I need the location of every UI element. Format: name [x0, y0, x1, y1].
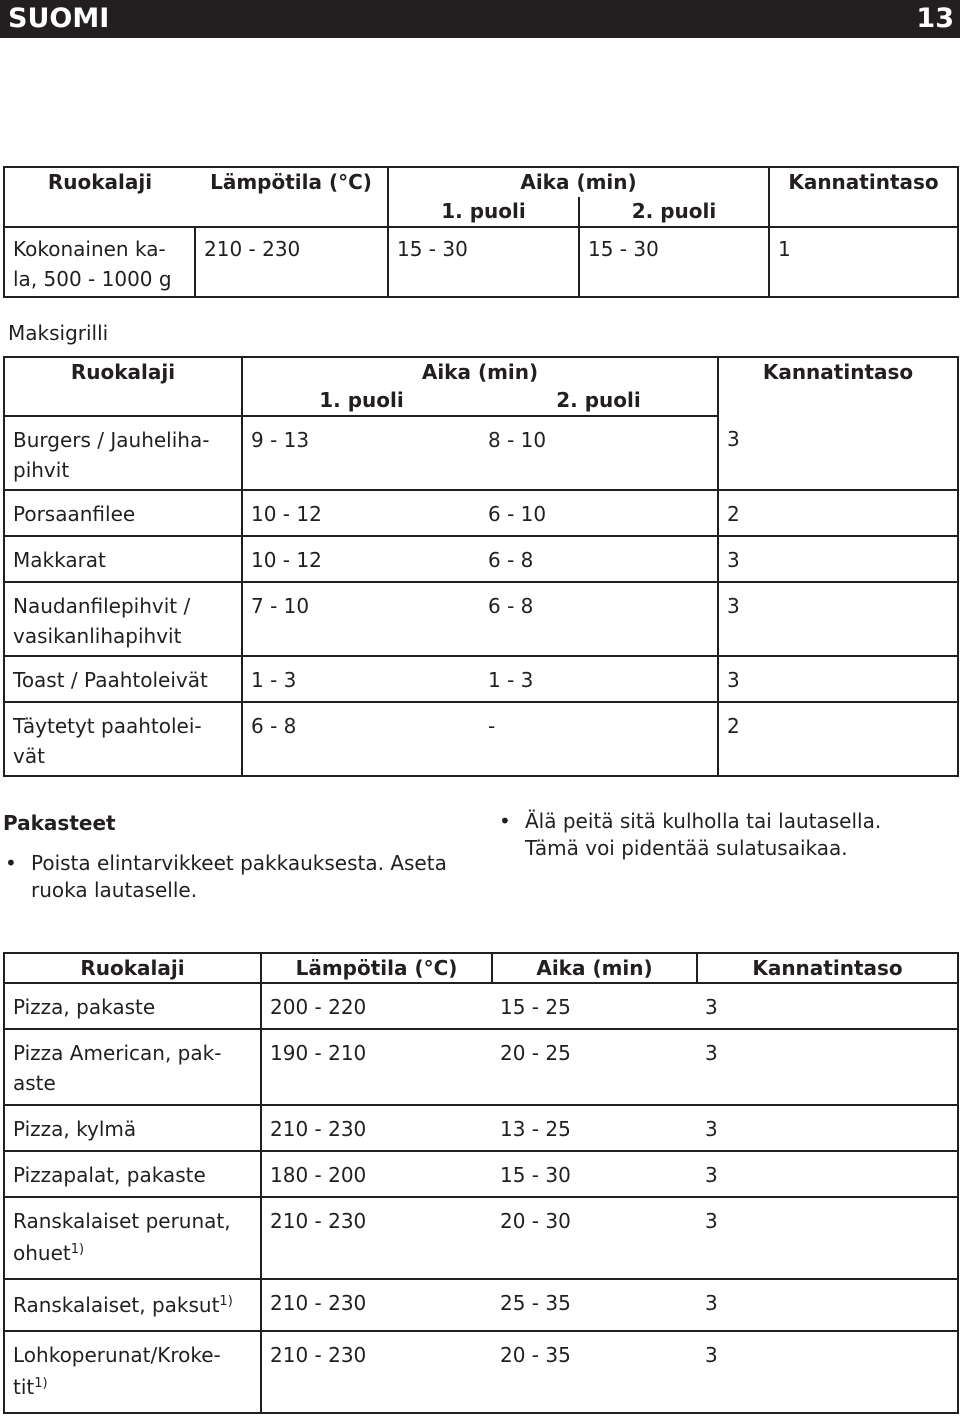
col-header-aika: Aika (min) — [492, 953, 697, 983]
food-name-line: Pizza American, pak- — [13, 1041, 222, 1065]
time-side1: 9 - 13 — [242, 416, 480, 490]
time: 20 - 30 — [492, 1197, 697, 1279]
col-header-puoli2: 2. puoli — [579, 197, 769, 227]
time-side1: 15 - 30 — [388, 227, 579, 297]
food-name — [4, 983, 261, 1029]
food-name — [4, 1197, 261, 1279]
footnote-marker: 1) — [70, 1242, 85, 1257]
table-row — [4, 1331, 958, 1413]
footnote-marker: 1) — [219, 1294, 233, 1309]
food-name — [4, 656, 242, 702]
col-header-puoli1: 1. puoli — [388, 197, 579, 227]
food-name-line: Täytetyt paahtolei- — [13, 714, 202, 738]
time: 15 - 30 — [492, 1151, 697, 1197]
food-name-line: Makkarat — [13, 548, 106, 572]
page-language-title: SUOMI — [8, 3, 110, 34]
table-row — [4, 1151, 958, 1197]
food-name-line: pihvit — [13, 458, 70, 482]
col-header-kannatintaso: Kannatintaso — [697, 953, 958, 983]
rack-level: 3 — [697, 1331, 958, 1413]
rack-level: 2 — [718, 702, 958, 776]
food-name: Kokonainen ka- — [13, 237, 166, 261]
rack-level: 3 — [697, 1029, 958, 1105]
food-name-line: Pizzapalat, pakaste — [13, 1163, 206, 1187]
time-side2: 6 - 10 — [480, 490, 718, 536]
time-side2: 6 - 8 — [480, 582, 718, 656]
list-item: • Poista elintarvikkeet pakkauksesta. Aseta ruoka lautaselle. — [3, 850, 473, 904]
page-number: 13 — [916, 3, 954, 34]
table-row — [4, 702, 958, 776]
food-name-line: Naudanfilepihvit / — [13, 594, 191, 618]
table-row — [4, 656, 958, 702]
col-header-aika: Aika (min) — [388, 167, 769, 197]
food-name-line: tit — [13, 1375, 35, 1399]
time-side1: 1 - 3 — [242, 656, 480, 702]
list-item: • Älä peitä sitä kulholla tai lautasella. Tämä voi pidentää sulatusaikaa. — [497, 808, 947, 862]
col-header-lampotila: Lämpötila (°C) — [195, 167, 388, 197]
col-header-ruokalaji: Ruokalaji — [4, 953, 261, 983]
col-header-ruokalaji: Ruokalaji — [4, 357, 242, 386]
food-name — [4, 490, 242, 536]
time: 25 - 35 — [492, 1279, 697, 1331]
rack-level: 3 — [718, 656, 958, 702]
time-side1: 6 - 8 — [242, 702, 480, 776]
food-name-line: Pizza, kylmä — [13, 1117, 137, 1141]
rack-level: 2 — [718, 490, 958, 536]
col-header-lampotila: Lämpötila (°C) — [261, 953, 492, 983]
time-side2: - — [480, 702, 718, 776]
table-row — [4, 983, 958, 1029]
temperature: 210 - 230 — [261, 1197, 492, 1279]
table-maksigrilli — [3, 356, 959, 777]
table-pakasteet — [3, 952, 959, 1414]
rack-level: 3 — [718, 416, 958, 490]
food-name-line: Pizza, pakaste — [13, 995, 156, 1019]
food-name-line: vasikanlihapihvit — [13, 624, 182, 648]
table-row — [4, 227, 958, 297]
col-header-puoli2: 2. puoli — [480, 386, 718, 416]
col-header-kannatintaso: Kannatintaso — [769, 167, 958, 197]
table-whole-chicken — [3, 166, 959, 298]
food-name — [4, 582, 242, 656]
temperature: 210 - 230 — [261, 1331, 492, 1413]
food-name-line: Lohkoperunat/Kroke- — [13, 1343, 221, 1367]
section-pakasteet: Pakasteet — [3, 811, 116, 835]
table-row — [4, 536, 958, 582]
time-side2: 6 - 8 — [480, 536, 718, 582]
food-name — [4, 1331, 261, 1413]
col-header-aika: Aika (min) — [242, 357, 718, 386]
table-row — [4, 1105, 958, 1151]
food-name-line: Burgers / Jauheliha- — [13, 428, 210, 452]
food-name-line: Ranskalaiset, paksut — [13, 1293, 220, 1317]
time-side2: 1 - 3 — [480, 656, 718, 702]
temperature: 180 - 200 — [261, 1151, 492, 1197]
page-header — [0, 0, 960, 38]
rack-level: 3 — [718, 582, 958, 656]
food-name — [4, 1029, 261, 1105]
rack-level: 3 — [697, 1105, 958, 1151]
food-name — [4, 1105, 261, 1151]
temperature: 190 - 210 — [261, 1029, 492, 1105]
table-row — [4, 490, 958, 536]
temperature: 210 - 230 — [261, 1105, 492, 1151]
footnote-marker: 1) — [34, 1376, 48, 1391]
food-name-line: vät — [13, 744, 45, 768]
time: 13 - 25 — [492, 1105, 697, 1151]
section-maksigrilli: Maksigrilli — [8, 321, 109, 345]
food-name — [4, 1151, 261, 1197]
time: 15 - 25 — [492, 983, 697, 1029]
rack-level: 3 — [697, 1151, 958, 1197]
table-row — [4, 1029, 958, 1105]
rack-level: 3 — [697, 983, 958, 1029]
temperature: 210 - 230 — [195, 227, 388, 297]
col-header-puoli1: 1. puoli — [242, 386, 480, 416]
food-name — [4, 536, 242, 582]
food-name — [4, 1279, 261, 1331]
temperature: 200 - 220 — [261, 983, 492, 1029]
col-header-kannatintaso: Kannatintaso — [718, 357, 958, 386]
table-row — [4, 416, 958, 490]
table-row — [4, 1279, 958, 1331]
food-name — [4, 702, 242, 776]
rack-level: 1 — [769, 227, 958, 297]
pakasteet-list-right — [497, 808, 947, 862]
food-name-line: Porsaanfilee — [13, 502, 136, 526]
col-header-ruokalaji: Ruokalaji — [4, 167, 195, 197]
food-name — [4, 416, 242, 490]
time-side1: 10 - 12 — [242, 536, 480, 582]
time-side1: 10 - 12 — [242, 490, 480, 536]
rack-level: 3 — [697, 1279, 958, 1331]
food-name-line: Ranskalaiset perunat, — [13, 1209, 231, 1233]
time-side2: 15 - 30 — [579, 227, 769, 297]
food-name-cont: la, 500 - 1000 g — [13, 267, 172, 291]
pakasteet-list-left — [3, 850, 473, 904]
food-name-line: ohuet — [13, 1241, 71, 1265]
table-row — [4, 1197, 958, 1279]
table-row — [4, 582, 958, 656]
time: 20 - 25 — [492, 1029, 697, 1105]
food-name-line: Toast / Paahtoleivät — [13, 668, 208, 692]
rack-level: 3 — [718, 536, 958, 582]
food-name-line: aste — [13, 1071, 56, 1095]
time-side1: 7 - 10 — [242, 582, 480, 656]
temperature: 210 - 230 — [261, 1279, 492, 1331]
rack-level: 3 — [697, 1197, 958, 1279]
time: 20 - 35 — [492, 1331, 697, 1413]
time-side2: 8 - 10 — [480, 416, 718, 490]
